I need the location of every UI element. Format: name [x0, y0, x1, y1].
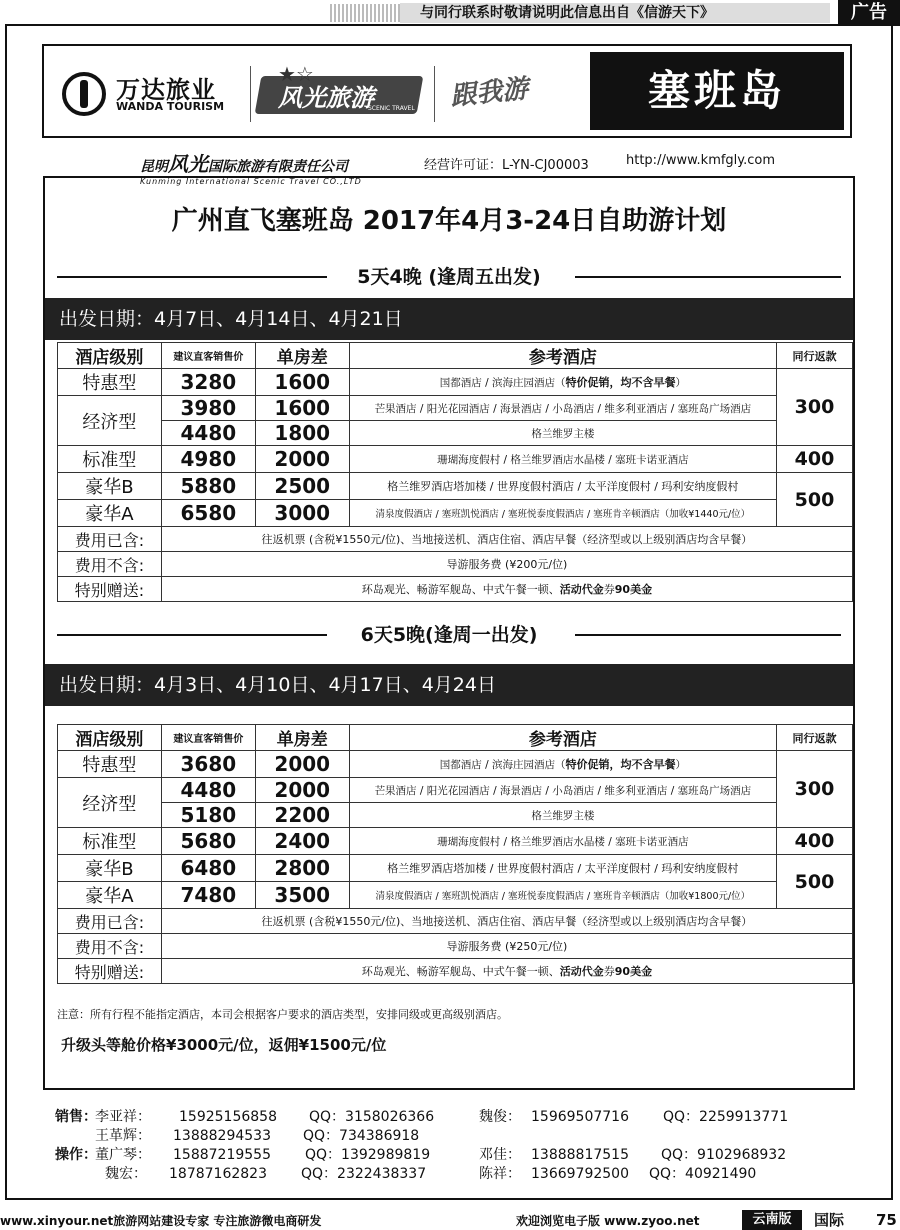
table-row — [58, 473, 853, 500]
hotel-list: 国都酒店 / 滨海庄园酒店（ — [439, 759, 566, 771]
price-cell: 7480 — [161, 882, 255, 909]
hotel-cell: 格兰维罗酒店塔加楼 / 世界度假村酒店 / 太平洋度假村 / 玛利安纳度假村 — [349, 473, 776, 500]
decorative-stripe — [330, 4, 400, 22]
contact-qq: QQ：734386918 — [303, 1128, 420, 1144]
excluded-label: 费用不含: — [58, 552, 162, 577]
wanda-mark-icon — [62, 72, 106, 116]
col-hotel: 参考酒店 — [349, 725, 776, 751]
fengguang-name-en: SCENIC TRAVEL — [368, 105, 415, 112]
single-cell: 2400 — [255, 828, 349, 855]
single-cell: 2000 — [255, 778, 349, 803]
price-cell: 4480 — [161, 778, 255, 803]
hotel-list: 清泉度假酒店 / 塞班凯悦酒店 / 塞班悦泰度假酒店 / 塞班肯辛顿酒店 — [375, 891, 660, 902]
section2-price-table — [57, 724, 853, 984]
single-cell: 2000 — [255, 751, 349, 778]
rebate-cell: 400 — [777, 828, 853, 855]
itinerary-box — [43, 176, 855, 1090]
included-label: 费用已含: — [58, 909, 162, 934]
contact-phone: 13888294533 — [173, 1128, 271, 1144]
hotel-cell: 芒果酒店 / 阳光花园酒店 / 海景酒店 / 小岛酒店 / 维多利亚酒店 / 塞班岛广场酒店 — [349, 778, 776, 803]
tier-label: 豪华B — [58, 855, 162, 882]
wanda-name-cn: 万达旅业 — [116, 76, 216, 104]
section1-price-table — [57, 342, 853, 602]
contact-name: 陈祥： — [479, 1166, 521, 1182]
promo-note: 特价促销，均不含早餐 — [565, 376, 676, 389]
excluded-text: 导游服务费 (¥250元/位) — [161, 934, 852, 959]
tier-label: 豪华B — [58, 473, 162, 500]
price-cell: 4480 — [161, 421, 255, 446]
excluded-text: 导游服务费 (¥200元/位) — [161, 552, 852, 577]
contact-phone: 15887219555 — [173, 1147, 271, 1163]
company-website[interactable]: http://www.kmfgly.com — [626, 153, 776, 168]
col-price: 建议直客销售价 — [161, 725, 255, 751]
tier-label: 经济型 — [58, 396, 162, 446]
rebate-cell: 500 — [777, 855, 853, 909]
single-cell: 2800 — [255, 855, 349, 882]
contact-qq: QQ：1392989819 — [305, 1147, 431, 1163]
contact-name: 魏俊： — [479, 1109, 521, 1125]
col-price: 建议直客销售价 — [161, 343, 255, 369]
price-cell: 5880 — [161, 473, 255, 500]
price-cell: 5680 — [161, 828, 255, 855]
included-text: 往返机票 (含税¥1550元/位)、当地接送机、酒店住宿、酒店早餐（经济型或以上级别酒店均含早餐） — [161, 527, 852, 552]
contact-phone: 15969507716 — [531, 1109, 629, 1125]
company-city: 昆明 — [140, 159, 168, 175]
voucher-amount: 90美金 — [614, 965, 653, 978]
contact-name: 董广琴： — [95, 1147, 151, 1163]
logo-bar — [42, 44, 852, 138]
contact-phone: 18787162823 — [169, 1166, 267, 1182]
footer-left[interactable]: www.xinyour.net旅游网站建设专家 专注旅游微电商研发 — [0, 1214, 322, 1228]
price-cell: 4980 — [161, 446, 255, 473]
col-single: 单房差 — [255, 343, 349, 369]
table-row — [58, 882, 853, 909]
table-row — [58, 527, 853, 552]
table-row — [58, 751, 853, 778]
fengguang-name: 风光旅游 — [278, 84, 374, 112]
gift-text — [161, 959, 852, 984]
genwo-logo: 跟我游 — [448, 73, 530, 112]
contact-name: 邓佳： — [479, 1147, 521, 1163]
page-number: 75 — [876, 1211, 897, 1229]
gift-items: 环岛观光、畅游军舰岛、中式午餐一顿、 — [361, 965, 560, 978]
single-cell: 1600 — [255, 396, 349, 421]
section2-heading — [45, 620, 853, 650]
included-label: 费用已含: — [58, 527, 162, 552]
table-row — [58, 803, 853, 828]
excluded-label: 费用不含: — [58, 934, 162, 959]
single-cell: 2500 — [255, 473, 349, 500]
single-cell: 1800 — [255, 421, 349, 446]
contact-phone: 13669792500 — [531, 1166, 629, 1182]
gift-label: 特别赠送: — [58, 959, 162, 984]
price-cell: 6580 — [161, 500, 255, 527]
table-row — [58, 934, 853, 959]
ad-label: 广告 — [838, 0, 900, 26]
rebate-cell: 300 — [777, 369, 853, 446]
section1-dates: 出发日期：4月7日、4月14日、4月21日 — [45, 298, 853, 340]
gift-text — [161, 577, 852, 602]
contact-name: 王革辉： — [95, 1128, 151, 1144]
hotel-list-end: ） — [675, 377, 686, 389]
single-cell: 3000 — [255, 500, 349, 527]
hotel-cell — [349, 369, 776, 396]
footer-right[interactable]: 欢迎浏览电子版 www.zyoo.net — [516, 1214, 700, 1228]
price-cell: 5180 — [161, 803, 255, 828]
table-row — [58, 909, 853, 934]
hotel-cell: 格兰维罗主楼 — [349, 421, 776, 446]
table-row — [58, 855, 853, 882]
gift-label: 特别赠送: — [58, 577, 162, 602]
hotel-list: 清泉度假酒店 / 塞班凯悦酒店 / 塞班悦泰度假酒店 / 塞班肯辛顿酒店 — [375, 509, 660, 520]
gift-items: 环岛观光、畅游军舰岛、中式午餐一顿、 — [361, 583, 560, 596]
promo-note: 特价促销，均不含早餐 — [565, 758, 676, 771]
single-cell: 3500 — [255, 882, 349, 909]
contact-phone: 13888817515 — [531, 1147, 629, 1163]
surcharge-note: （加收¥1440元/位） — [659, 509, 751, 520]
section1-heading — [45, 262, 853, 292]
contact-name: 魏宏： — [105, 1166, 147, 1182]
table-row — [58, 778, 853, 803]
included-text: 往返机票 (含税¥1550元/位)、当地接送机、酒店住宿、酒店早餐（经济型或以上级别酒店均含早餐） — [161, 909, 852, 934]
hotel-note: 注意：所有行程不能指定酒店，本司会根据客户要求的酒店类型，安排同级或更高级别酒店。 — [57, 1008, 508, 1021]
license-number: 经营许可证：L-YN-CJ00003 — [424, 158, 589, 173]
fengguang-logo — [258, 62, 424, 122]
table-row — [58, 500, 853, 527]
company-suffix: 国际旅游有限责任公司 — [208, 159, 348, 175]
single-cell: 2000 — [255, 446, 349, 473]
price-cell: 3680 — [161, 751, 255, 778]
price-cell: 3280 — [161, 369, 255, 396]
hotel-cell: 格兰维罗酒店塔加楼 / 世界度假村酒店 / 太平洋度假村 / 玛利安纳度假村 — [349, 855, 776, 882]
section2-title: 6天5晚(逢周一出发) — [351, 624, 548, 646]
col-rebate: 同行返款 — [777, 343, 853, 369]
tier-label: 经济型 — [58, 778, 162, 828]
contact-phone: 15925156858 — [179, 1109, 277, 1125]
section1-title: 5天4晚 (逢周五出发) — [347, 266, 550, 288]
hotel-cell: 芒果酒店 / 阳光花园酒店 / 海景酒店 / 小岛酒店 / 维多利亚酒店 / 塞班岛广场酒店 — [349, 396, 776, 421]
tier-label: 特惠型 — [58, 751, 162, 778]
voucher-word: 券 — [603, 965, 615, 978]
col-level: 酒店级别 — [58, 725, 162, 751]
voucher-amount: 90美金 — [614, 583, 653, 596]
contact-qq: QQ：3158026366 — [309, 1109, 435, 1125]
company-name-en: Kunming International Scenic Travel CO.,LTD — [140, 177, 362, 186]
contact-name: 李亚祥： — [95, 1109, 151, 1125]
source-notice: 与同行联系时敬请说明此信息出自《信游天下》 — [400, 3, 830, 23]
rebate-cell: 500 — [777, 473, 853, 527]
hotel-cell — [349, 882, 776, 909]
hotel-cell — [349, 500, 776, 527]
tier-label: 标准型 — [58, 446, 162, 473]
table-row — [58, 959, 853, 984]
star-icon: ★☆ — [278, 62, 314, 86]
table-row — [58, 396, 853, 421]
section2-dates: 出发日期：4月3日、4月10日、4月17日、4月24日 — [45, 664, 853, 706]
surcharge-note: （加收¥1800元/位） — [659, 891, 751, 902]
rebate-cell: 400 — [777, 446, 853, 473]
table-row — [58, 421, 853, 446]
col-single: 单房差 — [255, 725, 349, 751]
single-cell: 1600 — [255, 369, 349, 396]
logo-divider — [434, 66, 435, 122]
hotel-cell: 格兰维罗主楼 — [349, 803, 776, 828]
single-cell: 2200 — [255, 803, 349, 828]
tier-label: 豪华A — [58, 882, 162, 909]
col-rebate: 同行返款 — [777, 725, 853, 751]
tier-label: 豪华A — [58, 500, 162, 527]
table-row — [58, 577, 853, 602]
sales-label: 销售： — [55, 1109, 97, 1125]
top-banner — [0, 0, 900, 26]
company-brand: 风光 — [168, 152, 208, 176]
price-cell: 3980 — [161, 396, 255, 421]
ops-label: 操作： — [55, 1147, 97, 1163]
upgrade-price: 升级头等舱价格¥3000元/位，返佣¥1500元/位 — [61, 1036, 387, 1054]
col-level: 酒店级别 — [58, 343, 162, 369]
hotel-list: 国都酒店 / 滨海庄园酒店（ — [439, 377, 566, 389]
hotel-cell — [349, 751, 776, 778]
table-row — [58, 552, 853, 577]
voucher-label: 活动代金 — [559, 965, 604, 978]
plan-title: 广州直飞塞班岛 2017年4月3-24日自助游计划 — [171, 206, 727, 236]
hotel-list-end: ） — [675, 759, 686, 771]
hotel-cell: 珊瑚海度假村 / 格兰维罗酒店水晶楼 / 塞班卡诺亚酒店 — [349, 446, 776, 473]
col-hotel: 参考酒店 — [349, 343, 776, 369]
wanda-name-en: WANDA TOURISM — [116, 100, 225, 113]
wanda-logo — [62, 68, 242, 118]
table-row — [58, 369, 853, 396]
contact-qq: QQ：9102968932 — [661, 1147, 787, 1163]
tier-label: 标准型 — [58, 828, 162, 855]
category-label: 国际 — [814, 1211, 845, 1229]
price-cell: 6480 — [161, 855, 255, 882]
contact-qq: QQ：2322438337 — [301, 1166, 427, 1182]
contact-qq: QQ：40921490 — [649, 1166, 757, 1182]
logo-divider — [250, 66, 251, 122]
rebate-cell: 300 — [777, 751, 853, 828]
region-badge: 云南版 — [742, 1210, 802, 1230]
contact-qq: QQ：2259913771 — [663, 1109, 789, 1125]
table-row — [58, 828, 853, 855]
tier-label: 特惠型 — [58, 369, 162, 396]
table-row — [58, 446, 853, 473]
voucher-word: 券 — [603, 583, 615, 596]
hotel-cell: 珊瑚海度假村 / 格兰维罗酒店水晶楼 / 塞班卡诺亚酒店 — [349, 828, 776, 855]
voucher-label: 活动代金 — [559, 583, 604, 596]
destination-title: 塞班岛 — [590, 52, 844, 130]
page-footer — [0, 1210, 900, 1230]
